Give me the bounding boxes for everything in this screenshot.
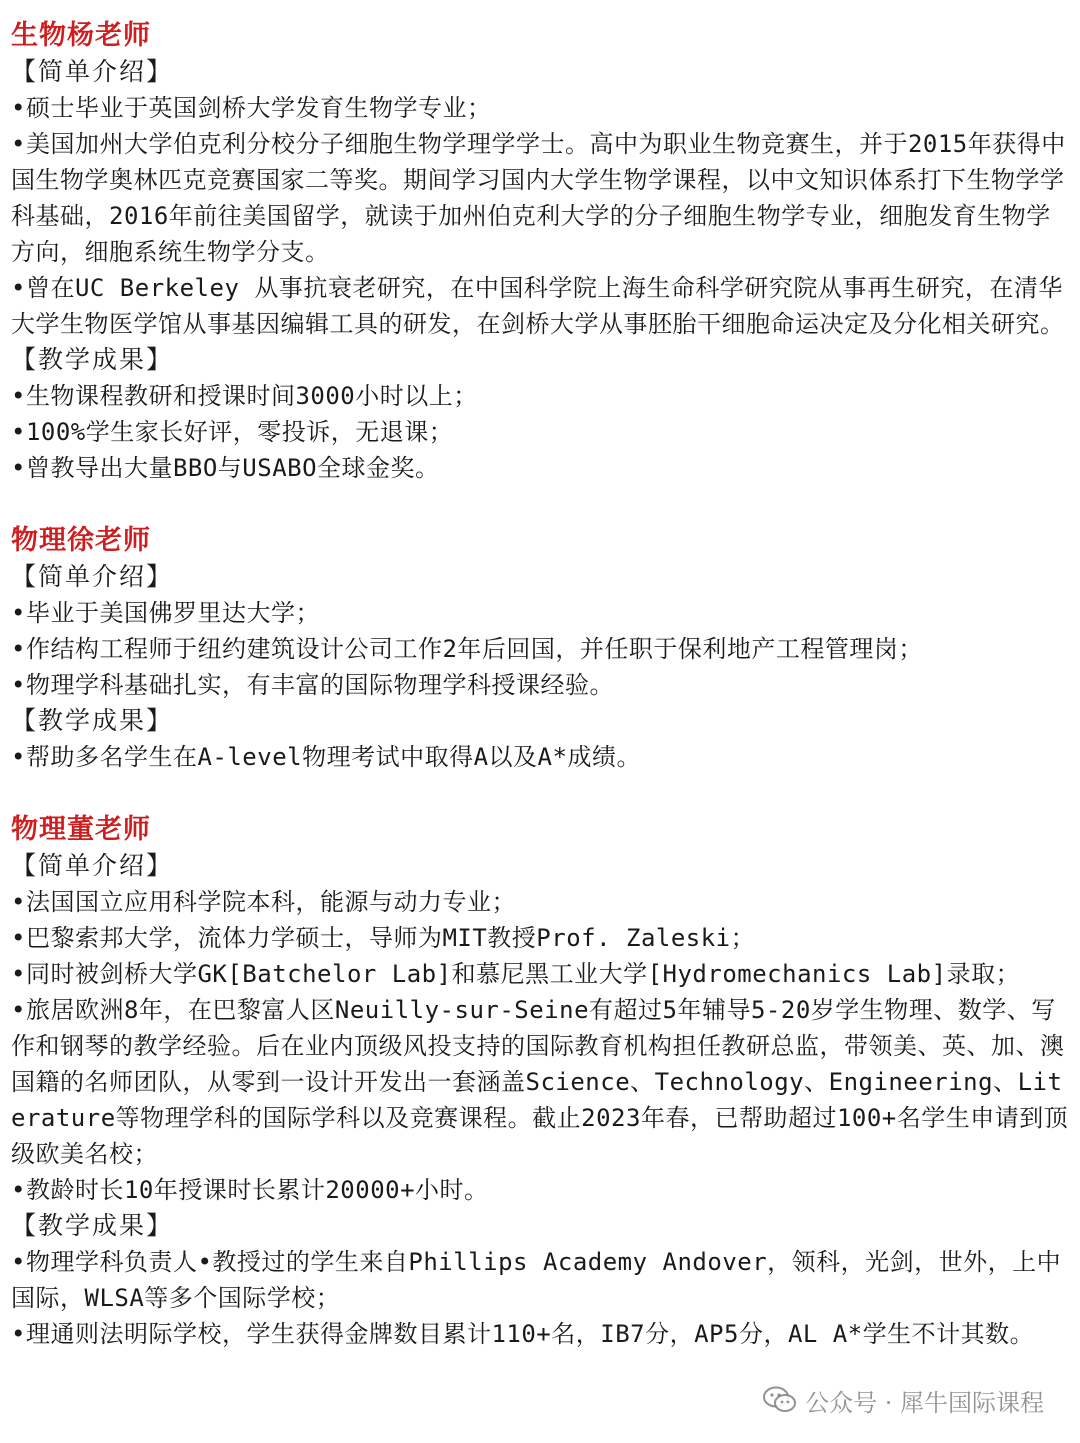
- result-item: •理通则法明际学校，学生获得金牌数目累计110+名，IB7分，AP5分，AL A*学生不计其数。: [11, 1320, 1035, 1348]
- teacher-profiles-document: [11, 18, 1073, 1352]
- result-item: •物理学科负责人•教授过的学生来自Phillips Academy Andover，领科，光剑，世外，上中国际，WLSA等多个国际学校；: [11, 1248, 1062, 1312]
- intro-item: •作结构工程师于纽约建筑设计公司工作2年后回国，并任职于保利地产工程管理岗；: [11, 635, 923, 663]
- teacher-section-physics-xu: [11, 523, 1073, 775]
- intro-item: •硕士毕业于英国剑桥大学发育生物学专业；: [11, 94, 492, 122]
- result-heading: 【教学成果】: [11, 345, 174, 374]
- intro-item: •同时被剑桥大学GK[Batchelor Lab]和慕尼黑工业大学[Hydromechanics Lab]录取；: [11, 960, 1021, 988]
- intro-item: •毕业于美国佛罗里达大学；: [11, 599, 320, 627]
- intro-item: •法国国立应用科学院本科，能源与动力专业；: [11, 888, 516, 916]
- intro-item: •旅居欧洲8年，在巴黎富人区Neuilly-sur-Seine有超过5年辅导5-20岁学生物理、数学、写作和钢琴的教学经验。后在业内顶级风投支持的国际教育机构担任教研总监，带领美、英、加、澳国籍的名师团队，从零到一设计开发出一套涵盖Science、Technology、Engineering、Literature等物理学科的国际学科以及竞赛课程。截止2023年春，已帮助超过100+名学生申请到顶级欧美名校；: [11, 996, 1069, 1168]
- result-item: •帮助多名学生在A-level物理考试中取得A以及A*成绩。: [11, 743, 641, 771]
- wechat-icon: [763, 1386, 797, 1414]
- result-item: •100%学生家长好评，零投诉，无退课；: [11, 418, 454, 446]
- intro-item: •曾在UC Berkeley 从事抗衰老研究，在中国科学院上海生命科学研究院从事再生研究，在清华大学生物医学馆从事基因编辑工具的研发，在剑桥大学从事胚胎干细胞命运决定及分化相关研究。: [11, 274, 1065, 338]
- intro-item: •物理学科基础扎实，有丰富的国际物理学科授课经验。: [11, 671, 614, 699]
- intro-heading: 【简单介绍】: [11, 57, 174, 86]
- result-heading: 【教学成果】: [11, 706, 174, 735]
- teacher-name: 生物杨老师: [11, 20, 151, 51]
- intro-item: •教龄时长10年授课时长累计20000+小时。: [11, 1176, 489, 1204]
- intro-item: •美国加州大学伯克利分校分子细胞生物学理学学士。高中为职业生物竞赛生，并于2015年获得中国生物学奥林匹克竞赛国家二等奖。期间学习国内大学生物学课程，以中文知识体系打下生物学学科基础，2016年前往美国留学，就读于加州伯克利大学的分子细胞生物学专业，细胞发育生物学方向，细胞系统生物学分支。: [11, 130, 1066, 266]
- watermark-text: 公众号 · 犀牛国际课程: [805, 1388, 1044, 1417]
- teacher-section-biology-yang: [11, 18, 1073, 486]
- intro-heading: 【简单介绍】: [11, 851, 174, 880]
- teacher-name: 物理徐老师: [11, 525, 151, 556]
- wechat-watermark: [757, 1382, 1050, 1418]
- intro-heading: 【简单介绍】: [11, 562, 174, 591]
- teacher-name: 物理董老师: [11, 814, 151, 845]
- result-heading: 【教学成果】: [11, 1211, 174, 1240]
- result-item: •生物课程教研和授课时间3000小时以上；: [11, 382, 478, 410]
- result-item: •曾教导出大量BBO与USABO全球金奖。: [11, 454, 440, 482]
- teacher-section-physics-dong: [11, 812, 1073, 1352]
- intro-item: •巴黎索邦大学，流体力学硕士，导师为MIT教授Prof. Zaleski；: [11, 924, 756, 952]
